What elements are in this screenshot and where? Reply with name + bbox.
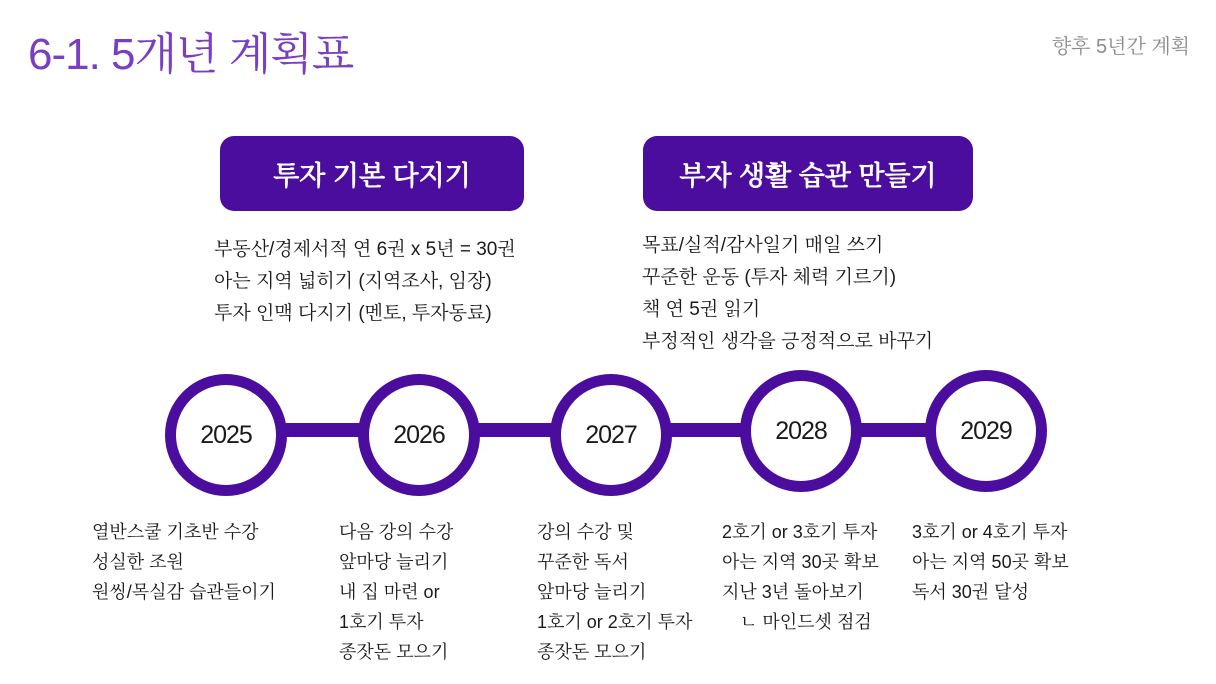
year-label: 2029	[960, 416, 1012, 445]
year-label: 2025	[200, 420, 252, 449]
timeline-node-2025	[165, 374, 287, 496]
plan-item: 아는 지역 넓히기 (지역조사, 임장)	[214, 271, 492, 292]
timeline-node-2029	[925, 370, 1047, 492]
plan-item: 열반스쿨 기초반 수강	[92, 522, 259, 542]
section-heading-label: 부자 생활 습관 만들기	[679, 161, 937, 191]
section-heading-investment-basics	[220, 136, 524, 211]
plan-item: 책 연 5권 읽기	[642, 299, 761, 320]
plan-item: 부정적인 생각을 긍정적으로 바꾸기	[642, 331, 934, 352]
year-label: 2026	[393, 420, 445, 449]
year-label: 2027	[585, 420, 637, 449]
plan-item: 지난 3년 돌아보기	[722, 582, 864, 602]
plan-item: 투자 인맥 다지기 (멘토, 투자동료)	[214, 303, 492, 324]
plan-item-subitem: ㄴ 마인드셋 점검	[740, 612, 872, 632]
plan-item: 앞마당 늘리기	[339, 552, 449, 572]
section-items-wealth-habits	[642, 230, 933, 358]
header-note: 향후 5년간 계획	[1051, 36, 1190, 58]
year-plan-2028	[722, 517, 879, 637]
plan-item: 3호기 or 4호기 투자	[912, 522, 1068, 542]
timeline-node-2028	[740, 370, 862, 492]
timeline-node-2026	[358, 374, 480, 496]
plan-item: 부동산/경제서적 연 6권 x 5년 = 30권	[214, 239, 516, 260]
year-label: 2028	[775, 416, 827, 445]
plan-item: 2호기 or 3호기 투자	[722, 522, 878, 542]
section-items-investment-basics	[214, 234, 516, 330]
plan-item: 1호기 or 2호기 투자	[537, 612, 693, 632]
plan-item: 꾸준한 운동 (투자 체력 기르기)	[642, 267, 897, 288]
plan-item: 종잣돈 모으기	[537, 642, 647, 662]
plan-item: 다음 강의 수강	[339, 522, 454, 542]
plan-item: 강의 수강 및	[537, 522, 634, 542]
plan-item: 내 집 마련 or	[339, 582, 440, 602]
plan-item: 아는 지역 50곳 확보	[912, 552, 1069, 572]
plan-item: 목표/실적/감사일기 매일 쓰기	[642, 235, 884, 256]
plan-item: 앞마당 늘리기	[537, 582, 647, 602]
plan-item: 아는 지역 30곳 확보	[722, 552, 879, 572]
plan-item: 꾸준한 독서	[537, 552, 629, 572]
plan-item: 성실한 조원	[92, 552, 184, 572]
year-plan-2026	[339, 517, 453, 667]
year-plan-2029	[912, 517, 1069, 607]
year-plan-2025	[92, 517, 276, 607]
plan-item: 원씽/목실감 습관들이기	[92, 582, 276, 602]
plan-item: 1호기 투자	[339, 612, 424, 632]
section-heading-label: 투자 기본 다지기	[273, 161, 471, 191]
page-title: 6-1. 5개년 계획표	[28, 30, 354, 79]
section-heading-wealth-habits	[643, 136, 973, 211]
year-plan-2027	[537, 517, 692, 667]
plan-item: 독서 30권 달성	[912, 582, 1029, 602]
plan-item: 종잣돈 모으기	[339, 642, 449, 662]
timeline-node-2027	[550, 374, 672, 496]
